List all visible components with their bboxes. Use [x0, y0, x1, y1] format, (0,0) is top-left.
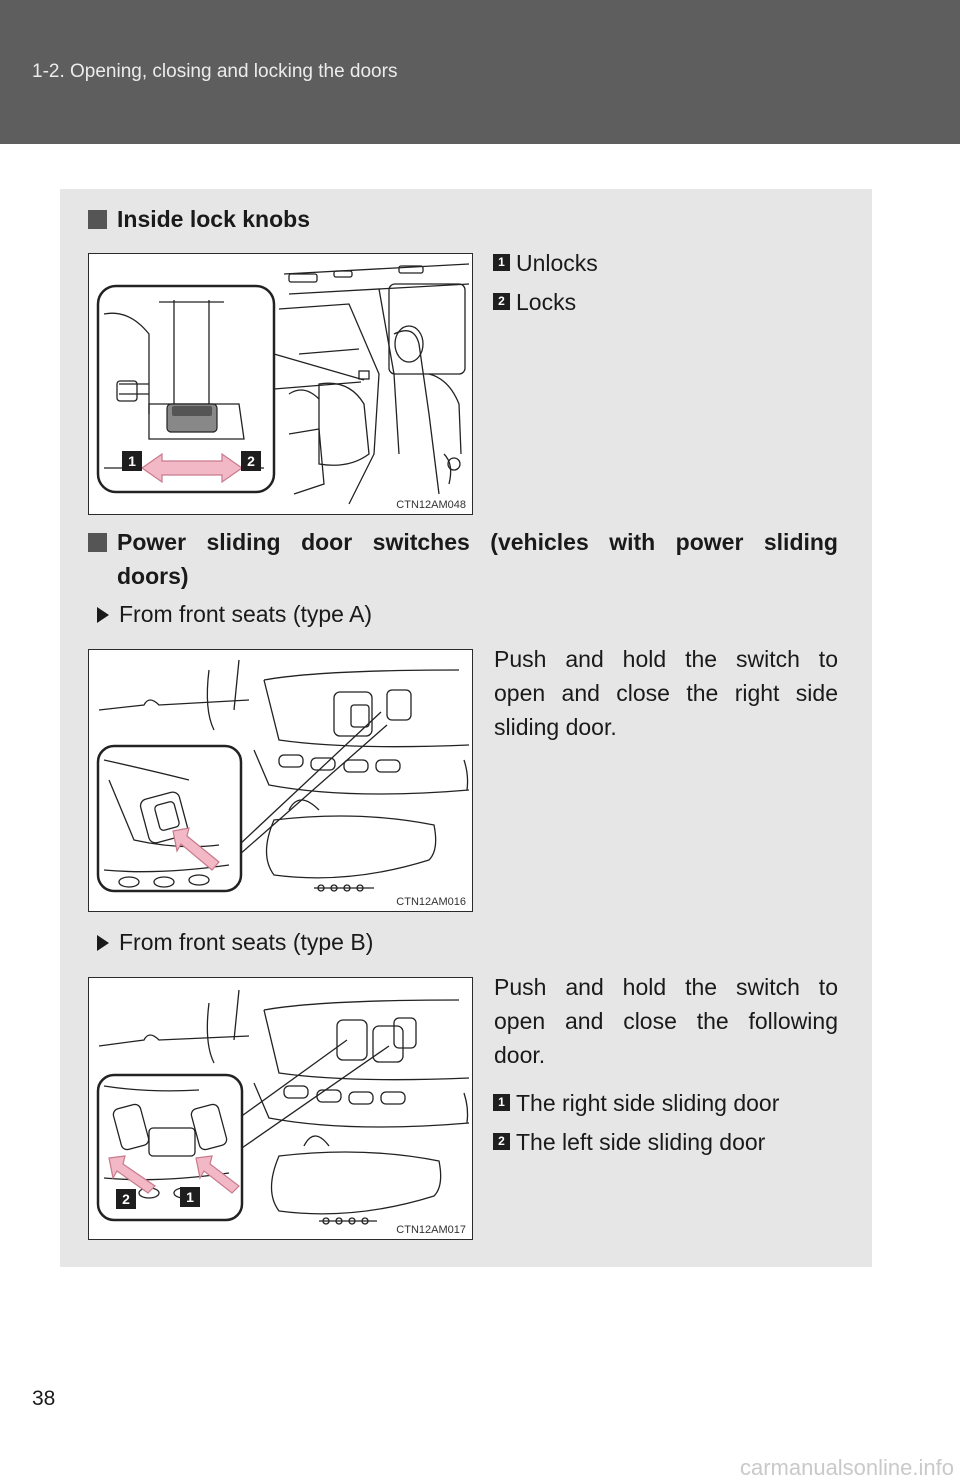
label-left-door: 2 The left side sliding door: [493, 1129, 765, 1156]
svg-text:1: 1: [128, 453, 136, 469]
badge-1-icon: [180, 1187, 200, 1207]
figure-code: CTN12AM048: [396, 499, 466, 511]
type-a-description: Push and hold the switch to open and close the right side sliding door.: [494, 646, 838, 740]
figure-code: CTN12AM016: [396, 896, 466, 908]
svg-text:2: 2: [122, 1191, 130, 1207]
badge-2-icon: [241, 451, 261, 471]
section-title: 1-2. Opening, closing and locking the doors: [32, 61, 398, 82]
type-b-description: Push and hold the switch to open and close the following door.: [494, 974, 838, 1068]
type-a-heading: From front seats (type A): [97, 601, 372, 628]
type-b-heading: From front seats (type B): [97, 929, 373, 956]
label-unlocks: 1 Unlocks: [493, 250, 598, 277]
overhead-switch-illustration: [89, 978, 473, 1240]
triangle-bullet-icon: [97, 607, 109, 623]
triangle-bullet-icon: [97, 935, 109, 951]
power-switch-heading: Power sliding door switches (vehicles with power sliding doors): [88, 525, 838, 593]
type-a-figure: [88, 649, 473, 912]
inside-lock-figure: [88, 253, 473, 515]
page-header: [0, 0, 960, 144]
lock-knob-illustration: [89, 254, 473, 515]
badge-1-icon: [122, 451, 142, 471]
svg-text:1: 1: [186, 1189, 194, 1205]
label-right-door: 1 The right side sliding door: [493, 1090, 779, 1117]
type-b-figure: [88, 977, 473, 1240]
label-locks: 2 Locks: [493, 289, 576, 316]
page-number: 38: [32, 1387, 56, 1410]
overhead-switch-illustration: [89, 650, 473, 912]
watermark: carmanualsonline.info: [739, 1455, 954, 1480]
figure-code: CTN12AM017: [396, 1224, 466, 1236]
square-bullet-icon: [88, 533, 107, 552]
badge-2-icon: [116, 1189, 136, 1209]
square-bullet-icon: [88, 210, 107, 229]
svg-text:2: 2: [247, 453, 255, 469]
